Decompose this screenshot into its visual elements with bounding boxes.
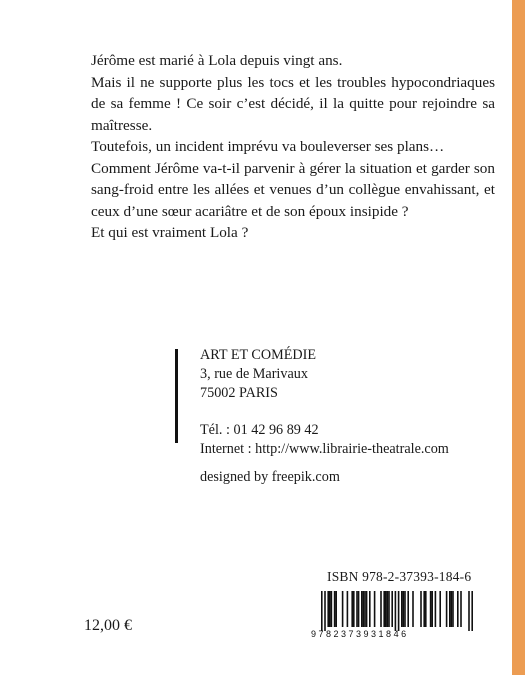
design-credit: designed by freepik.com bbox=[200, 469, 340, 485]
barcode-bar bbox=[358, 591, 360, 627]
barcode-bar bbox=[471, 591, 473, 631]
barcode-bar bbox=[407, 591, 409, 627]
barcode-bar bbox=[451, 591, 453, 627]
barcode-bar bbox=[353, 591, 355, 627]
barcode-bar bbox=[374, 591, 376, 627]
barcode-bar bbox=[321, 591, 323, 631]
barcode-bar bbox=[420, 591, 422, 627]
barcode-bar bbox=[401, 591, 403, 627]
barcode-bar bbox=[329, 591, 331, 627]
barcode-bar bbox=[324, 591, 326, 631]
publisher-website[interactable]: Internet : http://www.librairie-theatrale.com bbox=[200, 441, 449, 457]
isbn-number: ISBN 978-2-37393-184-6 bbox=[327, 569, 472, 584]
barcode-bar bbox=[351, 591, 353, 627]
barcode-bar bbox=[404, 591, 406, 627]
publisher-city: 75002 PARIS bbox=[200, 385, 278, 401]
spine-color-strip bbox=[512, 0, 525, 675]
barcode-bar bbox=[468, 591, 470, 631]
barcode-bar bbox=[356, 591, 358, 627]
blurb-paragraph: Toutefois, un incident imprévu va bouleverser ses plans… bbox=[91, 138, 445, 155]
barcode-bar bbox=[398, 591, 400, 631]
barcode-bar bbox=[439, 591, 441, 627]
barcode-bar bbox=[385, 591, 387, 627]
barcode-bar bbox=[383, 591, 385, 627]
price: 12,00 € bbox=[84, 617, 132, 634]
barcode-bar bbox=[369, 591, 371, 627]
barcode-bar bbox=[388, 591, 390, 627]
barcode-bar bbox=[395, 591, 397, 631]
barcode-bar bbox=[342, 591, 344, 627]
barcode-bar bbox=[457, 591, 459, 627]
blurb-paragraph: Mais il ne supporte plus les tocs et les troubles hypocondriaques de sa femme ! Ce soir c’est décidé, il la quitte pour rejoindre sa maîtresse. bbox=[91, 73, 495, 134]
barcode-bar bbox=[363, 591, 365, 627]
barcode-bar bbox=[431, 591, 433, 627]
barcode-bar bbox=[412, 591, 414, 627]
barcode-bar bbox=[391, 591, 393, 627]
barcode-bar bbox=[335, 591, 337, 627]
barcode-bar bbox=[347, 591, 349, 627]
publisher-name: ART ET COMÉDIE bbox=[200, 347, 317, 363]
barcode-bar bbox=[387, 591, 389, 627]
barcode-bar bbox=[361, 591, 363, 627]
barcode-bar bbox=[366, 591, 368, 627]
barcode-bar bbox=[331, 591, 333, 627]
barcode-bar bbox=[364, 591, 366, 627]
barcode-bar bbox=[449, 591, 451, 627]
blurb-paragraph: Et qui est vraiment Lola ? bbox=[91, 224, 249, 241]
barcode-bar bbox=[380, 591, 382, 627]
publisher-vertical-rule bbox=[175, 349, 178, 443]
barcode-bar bbox=[452, 591, 454, 627]
barcode-bar bbox=[425, 591, 427, 627]
publisher-street: 3, rue de Marivaux bbox=[200, 366, 308, 382]
barcode-bar bbox=[435, 591, 437, 627]
publisher-phone: Tél. : 01 42 96 89 42 bbox=[200, 422, 319, 438]
barcode-bar bbox=[327, 591, 329, 627]
back-cover-blurb bbox=[91, 50, 495, 244]
barcode-digits: 9 7 8 2 3 7 3 9 3 1 8 4 6 bbox=[311, 629, 407, 639]
barcode-bar bbox=[403, 591, 405, 627]
blurb-paragraph: Comment Jérôme va-t-il parvenir à gérer la situation et garder son sang-froid entre les allées et venues d’un collègue envahissant, et ceux d’une sœur acariâtre et de son époux insipide ? bbox=[91, 159, 495, 220]
blurb-paragraph: Jérôme est marié à Lola depuis vingt ans. bbox=[91, 52, 343, 69]
barcode-bar bbox=[430, 591, 432, 627]
barcode bbox=[311, 591, 495, 639]
barcode-bar bbox=[423, 591, 425, 627]
barcode-bars bbox=[321, 591, 473, 631]
barcode-bar bbox=[460, 591, 462, 627]
barcode-bar bbox=[334, 591, 336, 627]
barcode-bar bbox=[446, 591, 448, 627]
publisher-info bbox=[200, 346, 449, 459]
